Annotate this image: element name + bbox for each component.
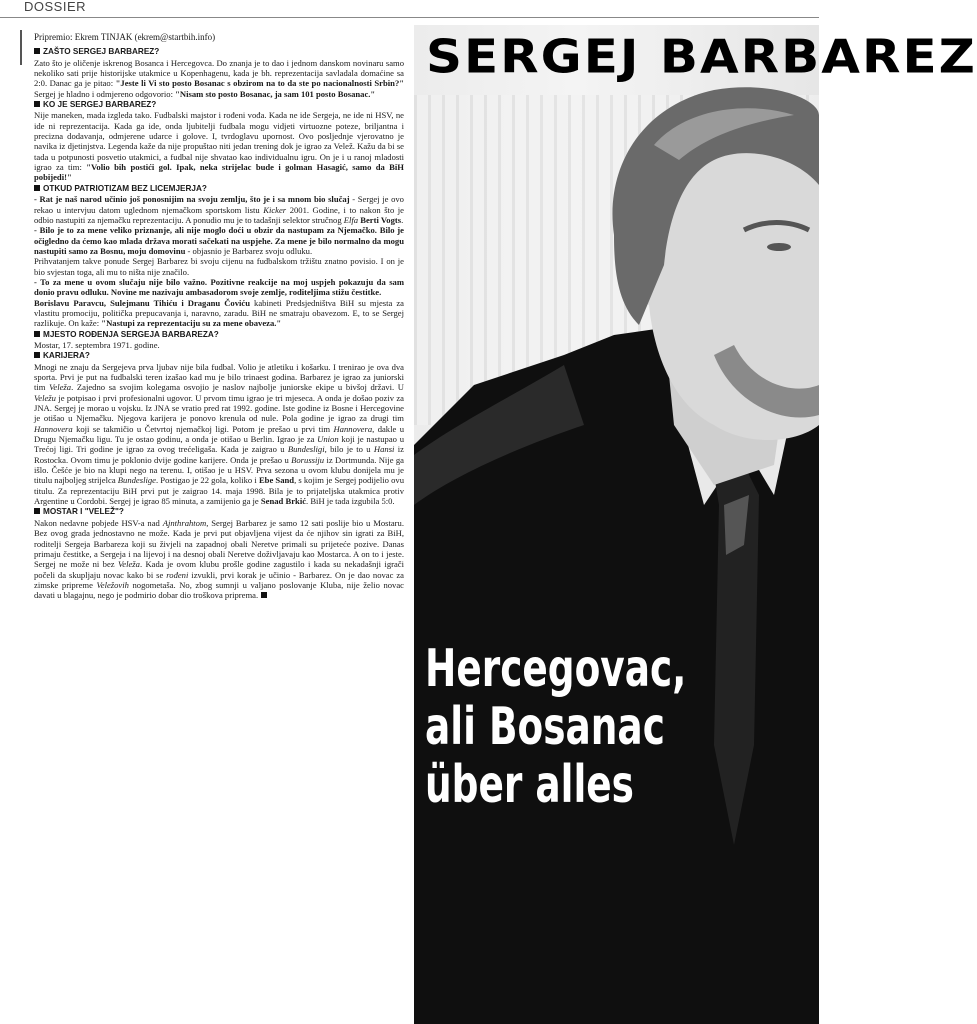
headline-line: über alles: [425, 755, 634, 815]
question-heading: KO JE SERGEJ BARBAREZ?: [34, 100, 404, 110]
answer-paragraph: - Rat je naš narod učinio još ponosnijim na svoju zemlju, što je i sa mnom bio slučaj - Sergej je ovo rekao u intervjuu datom uglednom njemačkom sportskom listu Kicker 2001. Godine, i to nakon što je odbio nastupiti za njemačku reprezentaciju. A ponudio mu je to tadašnji selektor stručnog Elfa Berti Vogts.: [34, 194, 404, 225]
question-heading: MOSTAR I "VELEŽ"?: [34, 507, 404, 517]
bullet-square-icon: [34, 508, 40, 514]
answer-paragraph: Nije maneken, mada izgleda tako. Fudbalski majstor i rođeni vođa. Kada ne ide Sergeja, ne ide ni HSV, ne ide ni reprezentacija. Kada ga ide, onda ljubitelji fudbala mogu vidjeti virtuozne poteze, briljantna i precizna dodavanja, odmjerene udarce i golove. I, tvrdoglavu upornost. Ovo posljednje vjerovatno je navika iz djetinjstva. Legenda kaže da nije propuštao niti jedan trening dok je igrao za Velež. Kažu da bi se tada u potpunosti posvetio utakmici, a fudbal nije shvatao kao individualnu igru. On je i u ranoj mladosti igrao za tim: "Volio bih postići gol. Ipak, neka strijelac bude i golman Hasagić, samo da BiH pobijedi!": [34, 110, 404, 183]
question-heading: MJESTO ROĐENJA SERGEJA BARBAREZA?: [34, 330, 404, 340]
section-header: [0, 0, 819, 18]
answer-paragraph: Mostar, 17. septembra 1971. godine.: [34, 339, 160, 350]
answer-paragraph: - To za mene u ovom slučaju nije bilo važno. Pozitivne reakcije na moj uspjeh pokazuju da sam donio pravu odluku. Novine me nazivaju ambasadorom svoje zemlje, roditeljima stižu čestitke.: [34, 276, 404, 298]
author-credit: Pripremio: Ekrem TINJAK (ekrem@startbih.info): [34, 32, 216, 42]
bullet-square-icon: [34, 185, 40, 191]
end-square-icon: [261, 592, 267, 598]
bullet-square-icon: [34, 101, 40, 107]
question-heading: ZAŠTO SERGEJ BARBAREZ?: [34, 47, 404, 57]
question-heading: KARIJERA?: [34, 351, 404, 361]
answer-paragraph: Prihvatanjem takve ponude Sergej Barbarez bi svoju cijenu na fudbalskom tržištu znatno povisio. I on je bio svjestan toga, ali mu to ništa nije značilo.: [34, 256, 404, 277]
headline: [425, 640, 788, 814]
answer-paragraph: Mnogi ne znaju da Sergejeva prva ljubav nije bila fudbal. Volio je atletiku i košarku. I trenirao je ova dva sporta. Prvi je put na fudbalski teren izašao kad mu je bilo trinaest godina. Barbarez je igrao za juniorski tim Veleža. Zajedno sa svojim kolegama osvojio je naslov najbolje juniorske ekipe u bivšoj državi. U Veležu je potpisao i prvi profesionalni ugovor. U prvom timu igrao je tri mjeseca. A onda je došao poziv za JNA. Sergej je morao u vojsku. Iz JNA se vratio pred rat 1992. godine. Iste godine iz Bosne i Hercegovine je otišao u Njemačku. Njegova karijera je ponovo krenula od nule. Pola godine je igrao za drugi tim Hannovera koji se takmičio u Četvrtoj njemačkoj ligi. Potom je prešao u prvi tim Hannovera, dakle u Drugu Njemačku ligu. Tu je ostao godinu, a onda je otišao u Berlin. Igrao je za Union koji je nastupao u Trećoj ligi. Tri godine je igrao za ovog trećeligaša. Kada je zaigrao u Bundesligi, bilo je to u Hansi iz Rostocka. Ovom timu je poklonio dvije godine karijere. Onda je prešao u Borussiju iz Dortmunda. Nije ga išlo. Češće je bio na klupi nego na terenu. I, otišao je u HSV. Prva sezona u ovom klubu donijela mu je titulu najboljeg strijelca Bundeslige. Postigao je 22 gola, koliko i Ebe Sand, s kojim je Sergej podijelio ovu titulu. Za reprezentaciju BiH prvi put je zaigrao 14. maja 1998. Bila je to prijateljska utakmica protiv Argentine u Cordobi. Sergej je igrao 85 minuta, a zamijenio ga je Senad Brkić. BiH je tada izgubila 5:0.: [34, 361, 405, 507]
portrait-figure: [414, 25, 819, 1024]
answer-paragraph: - Bilo je to za mene veliko priznanje, ali nije moglo doći u obzir da nastupam za Njemačko. Bilo je očigledno da ćemo kao mlada država morati sačekati na uspjehe. Za mene je bilo normalno da mogu nastupiti samo za Bosnu, moju domovinu - objasnio je Barbarez svoju odluku.: [34, 225, 404, 256]
bullet-square-icon: [34, 48, 40, 54]
article-column: [20, 30, 403, 1024]
answer-paragraph: Nakon nedavne pobjede HSV-a nad Ajnthrahtom, Sergej Barbarez je samo 12 sati poslije bio u Mostaru. Bez ovog grada jednostavno ne može. Kada je prvi put objavljena vijest da će njihov sin igrati za BiH, roditelji Sergeja Barbareza koji su živjeli na zapadnoj obali Neretve primali su prijeteće pozive. Danas primaju čestitke, a Sergeja i na lijevoj i na desnoj obali Neretve doživljavaju kao Mostarca. A on to i jeste. Sergej ne može ni bez Veleža. Kada je ovom klubu prošle godine zagustilo i kada su nekadašnji igrači počeli da skupljaju novac kako bi se rođeni izvukli, prvi korak je učinio - Barbarez. On je dao novac za zimske pripreme Veležovih nogometaša. No, zbog sumnji u valjano poslovanje Kluba, nije želio novac davati u blagajnu, nego je podmirio dobar dio troškova priprema.: [34, 517, 404, 601]
headline-line: ali Bosanac: [425, 697, 665, 757]
column-rule: [20, 30, 22, 65]
bullet-square-icon: [34, 331, 40, 337]
headline-line: Hercegovac,: [425, 639, 687, 699]
article-body: [34, 32, 404, 601]
answer-paragraph: Borislavu Paravcu, Sulejmanu Tihiću i Draganu Čoviću kabineti Predsjedništva BiH su mjesta za vlastitu promociju, politička prepucavanja i, naravno, zaradu. BiH ne smatraju obavezom. E, to se Sergej razlikuje. On kaže: "Nastupi za reprezentaciju su za mene obaveza.": [34, 297, 404, 329]
bullet-square-icon: [34, 352, 40, 358]
section-label: DOSSIER: [24, 0, 87, 14]
portrait-photo: [414, 25, 819, 1024]
page-title: SERGEJ BARBAREZ: [426, 30, 977, 84]
answer-paragraph: Zato što je oličenje iskrenog Bosanca i Hercegovca. Do znanja je to dao i jednom danskom novinaru samo nekoliko sati prije historijske utakmice u Kopenhagenu, kada je bh. reprezentacija savladala domaćine sa 2:0. Danac ga je pitao: "Jeste li Vi sto posto Bosanac s obzirom na to da ste po nacionalnosti Srbin?" Sergej je hladno i odmjereno odgovorio: "Nisam sto posto Bosanac, ja sam 101 posto Bosanac.": [34, 57, 405, 99]
question-heading: OTKUD PATRIOTIZAM BEZ LICEMJERJA?: [34, 184, 404, 194]
